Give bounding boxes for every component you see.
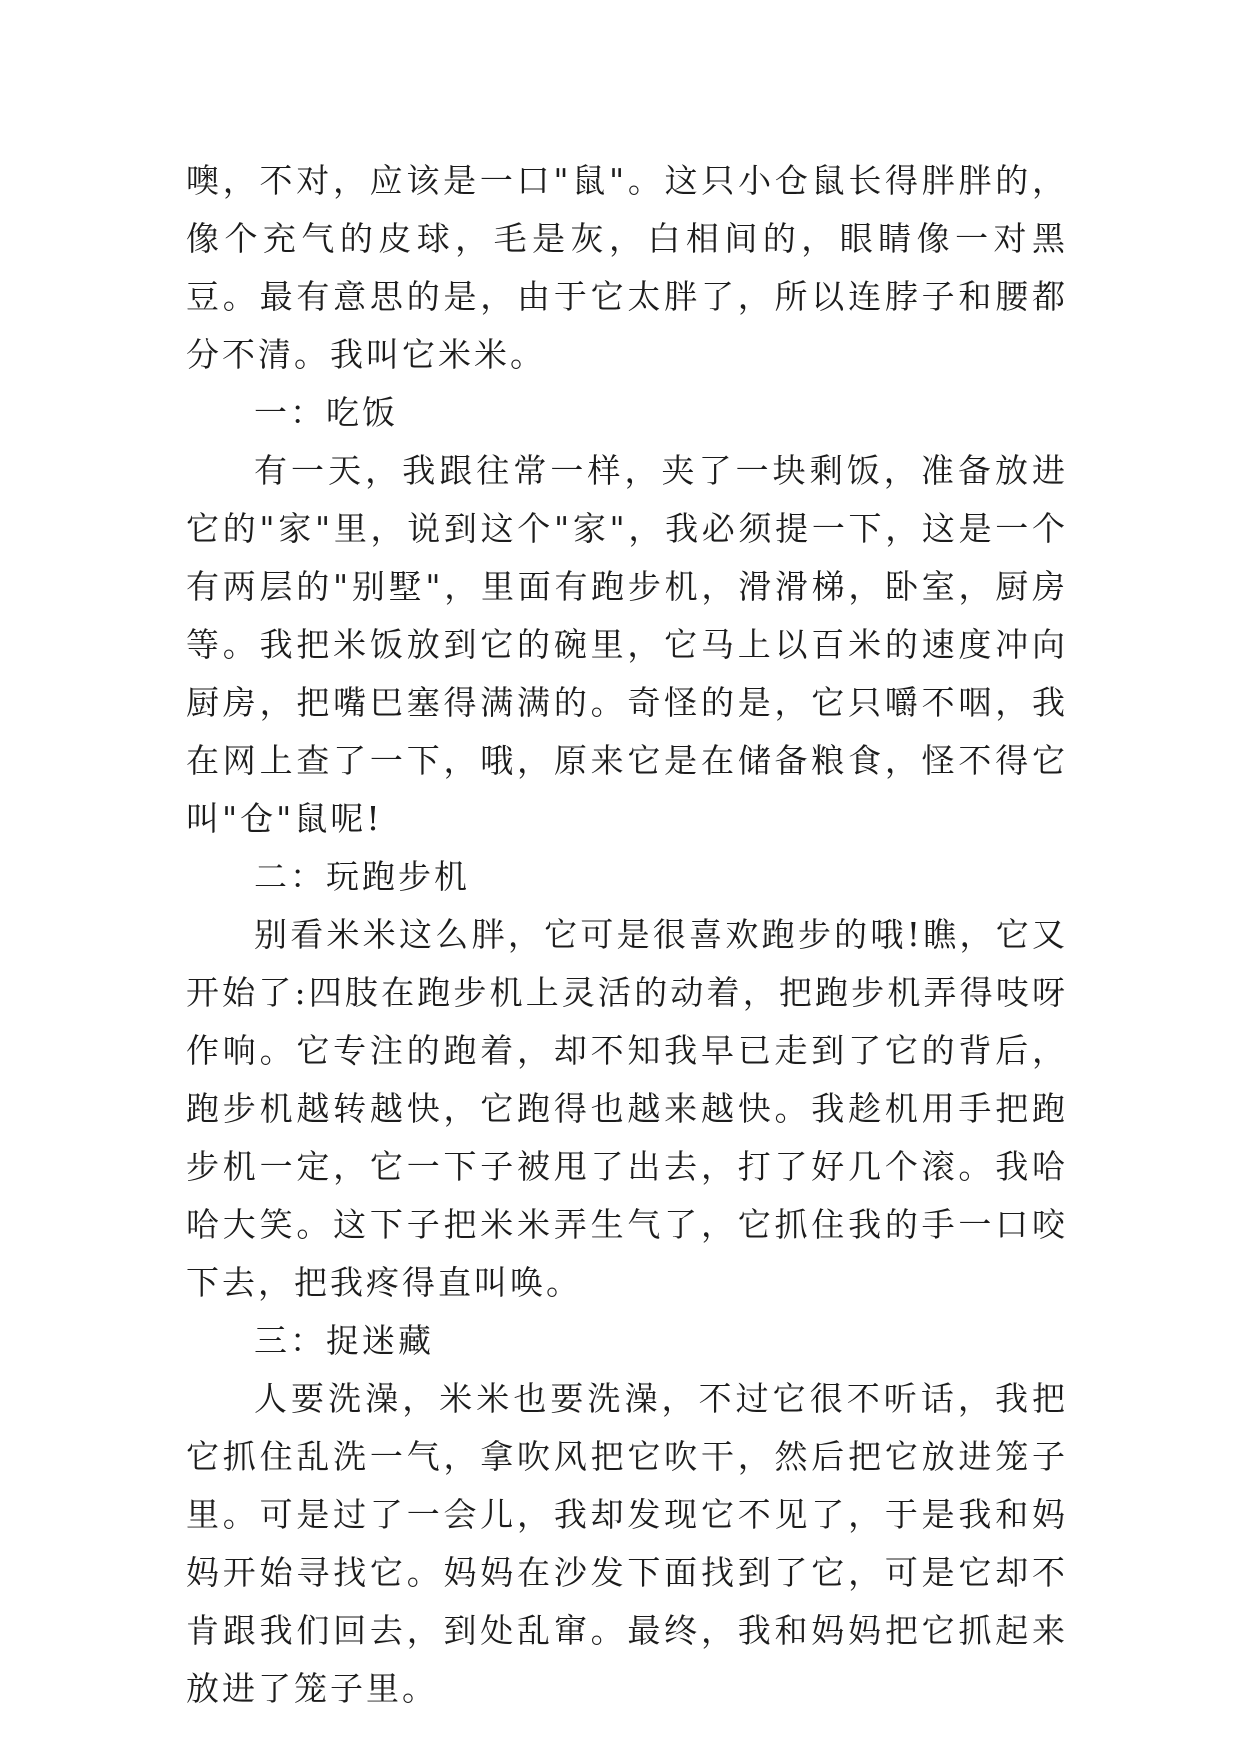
paragraph-hide-and-seek: 人要洗澡，米米也要洗澡，不过它很不听话，我把它抓住乱洗一气，拿吹风把它吹干，然后把它放进笼子里。可是过了一会儿，我却发现它不见了，于是我和妈妈开始寻找它。妈妈在沙发下面找到了它，可是它却不肯跟我们回去，到处乱窜。最终，我和妈妈把它抓起来放进了笼子里。 (186, 1379, 1068, 1708)
paragraph-eating: 有一天，我跟往常一样，夹了一块剩饭，准备放进它的"家"里，说到这个"家"，我必须提一下，这是一个有两层的"别墅"，里面有跑步机，滑滑梯，卧室，厨房等。我把米饭放到它的碗里，它马上以百米的速度冲向厨房，把嘴巴塞得满满的。奇怪的是，它只嚼不咽，我在网上查了一下，哦，原来它是在储备粮食，怪不得它叫"仓"鼠呢! (186, 451, 1068, 838)
document-body (186, 152, 1068, 1718)
paragraph-intro: 噢，不对，应该是一口"鼠"。这只小仓鼠长得胖胖的，像个充气的皮球，毛是灰，白相间的，眼睛像一对黑豆。最有意思的是，由于它太胖了，所以连脖子和腰都分不清。我叫它米米。 (186, 161, 1068, 374)
section-heading-hide-and-seek: 三：捉迷藏 (254, 1321, 434, 1360)
paragraph-treadmill: 别看米米这么胖，它可是很喜欢跑步的哦!瞧，它又开始了:四肢在跑步机上灵活的动着，把跑步机弄得吱呀作响。它专注的跑着，却不知我早已走到了它的背后，跑步机越转越快，它跑得也越来越快。我趁机用手把跑步机一定，它一下子被甩了出去，打了好几个滚。我哈哈大笑。这下子把米米弄生气了，它抓住我的手一口咬下去，把我疼得直叫唤。 (186, 915, 1068, 1302)
section-heading-treadmill: 二：玩跑步机 (254, 857, 470, 896)
section-heading-eating: 一：吃饭 (254, 393, 398, 432)
